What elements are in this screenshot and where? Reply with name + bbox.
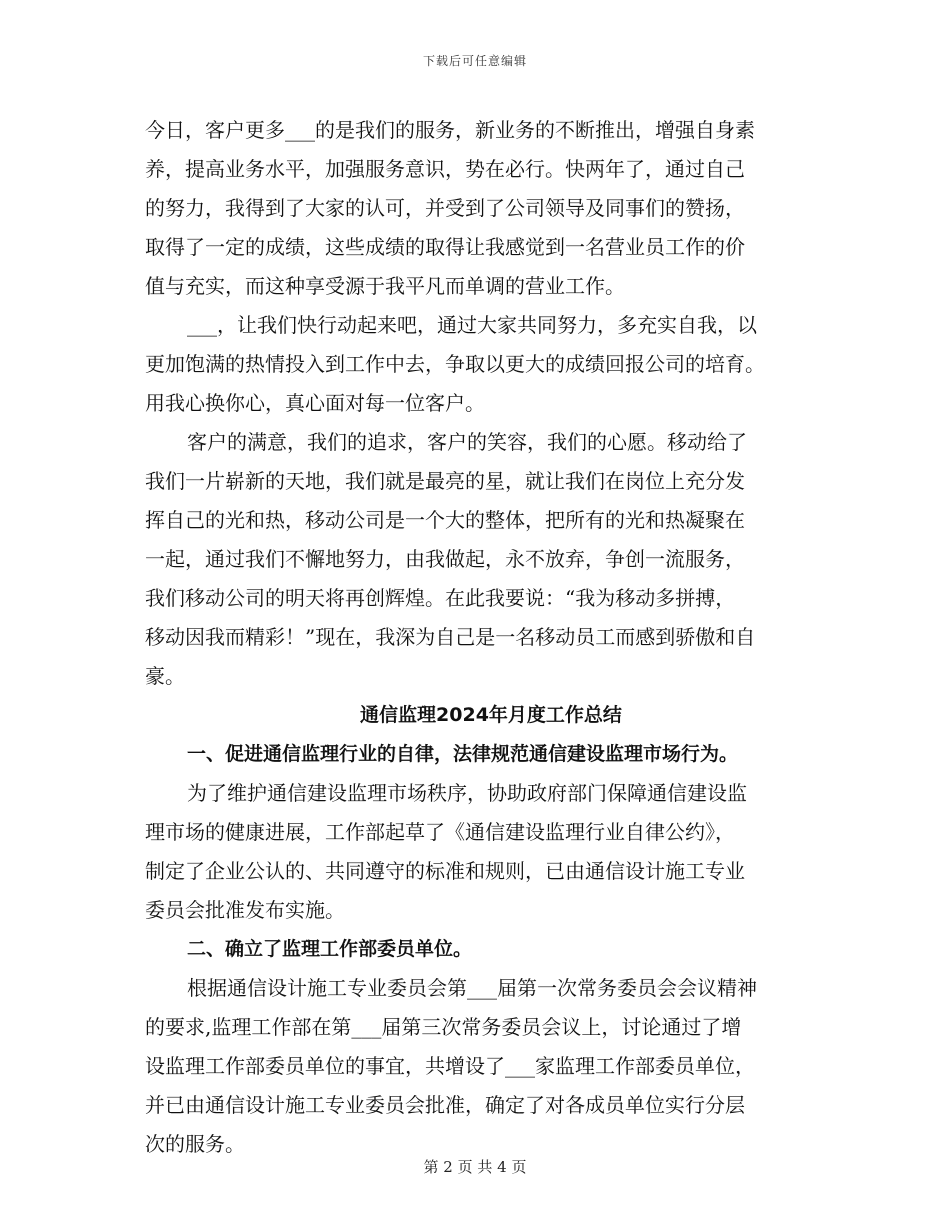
paragraph-line: 根据通信设计施工专业委员会第___届第一次常务委员会会议精神	[187, 976, 757, 1000]
paragraph-line: 更加饱满的热情投入到工作中去，争取以更大的成绩回报公司的培育。	[145, 352, 765, 376]
paragraph-line: 次的服务。	[145, 1132, 245, 1156]
paragraph-line: 养，提高业务水平，加强服务意识，势在必行。快两年了，通过自己	[145, 157, 745, 181]
paragraph-line: 的要求,监理工作部在第___届第三次常务委员会议上，讨论通过了增	[145, 1015, 742, 1039]
page-footer: 第 2 页 共 4 页	[423, 1158, 527, 1176]
paragraph-line: 值与充实，而这种享受源于我平凡而单调的营业工作。	[145, 274, 625, 298]
paragraph-line: 一起，通过我们不懈地努力，由我做起，永不放弃，争创一流服务，	[145, 547, 745, 571]
paragraph-line: 的努力，我得到了大家的认可，并受到了公司领导及同事们的赞扬，	[145, 196, 745, 220]
paragraph-line: ___，让我们快行动起来吧，通过大家共同努力，多充实自我，以	[187, 313, 757, 337]
section-heading: 一、促进通信监理行业的自律，法律规范通信建设监理市场行为。	[187, 743, 739, 765]
paragraph-line: 客户的满意，我们的追求，客户的笑容，我们的心愿。移动给了	[187, 430, 747, 454]
paragraph-line: 今日，客户更多___的是我们的服务，新业务的不断推出，增强自身素	[145, 118, 755, 142]
paragraph-line: 委员会批准发布实施。	[145, 898, 345, 922]
document-body	[145, 111, 817, 1164]
paragraph-line: 挥自己的光和热，移动公司是一个大的整体，把所有的光和热凝聚在	[145, 508, 745, 532]
page-header: 下载后可任意编辑	[422, 54, 527, 68]
paragraph-line: 我们一片崭新的天地，我们就是最亮的星，就让我们在岗位上充分发	[145, 469, 745, 493]
paragraph-line: 设监理工作部委员单位的事宜，共增设了___家监理工作部委员单位，	[145, 1054, 755, 1078]
paragraph-line: 理市场的健康进展，工作部起草了《通信建设监理行业自律公约》，	[145, 820, 735, 844]
paragraph-line: 制定了企业公认的、共同遵守的标准和规则，已由通信设计施工专业	[145, 859, 745, 883]
paragraph-line: 移动因我而精彩！”现在，我深为自己是一名移动员工而感到骄傲和自	[145, 625, 756, 649]
paragraph-line: 取得了一定的成绩，这些成绩的取得让我感觉到一名营业员工作的价	[145, 235, 745, 259]
section-heading: 二、确立了监理工作部委员单位。	[187, 938, 473, 960]
paragraph-line: 我们移动公司的明天将再创辉煌。在此我要说：“我为移动多拼搏，	[145, 586, 736, 610]
paragraph-line: 豪。	[145, 664, 185, 688]
paragraph-line: 为了维护通信建设监理市场秩序，协助政府部门保障通信建设监	[187, 781, 747, 805]
section-title: 通信监理2024年月度工作总结	[360, 704, 622, 726]
paragraph-line: 并已由通信设计施工专业委员会批准，确定了对各成员单位实行分层	[145, 1093, 745, 1117]
paragraph-line: 用我心换你心，真心面对每一位客户。	[145, 391, 485, 415]
